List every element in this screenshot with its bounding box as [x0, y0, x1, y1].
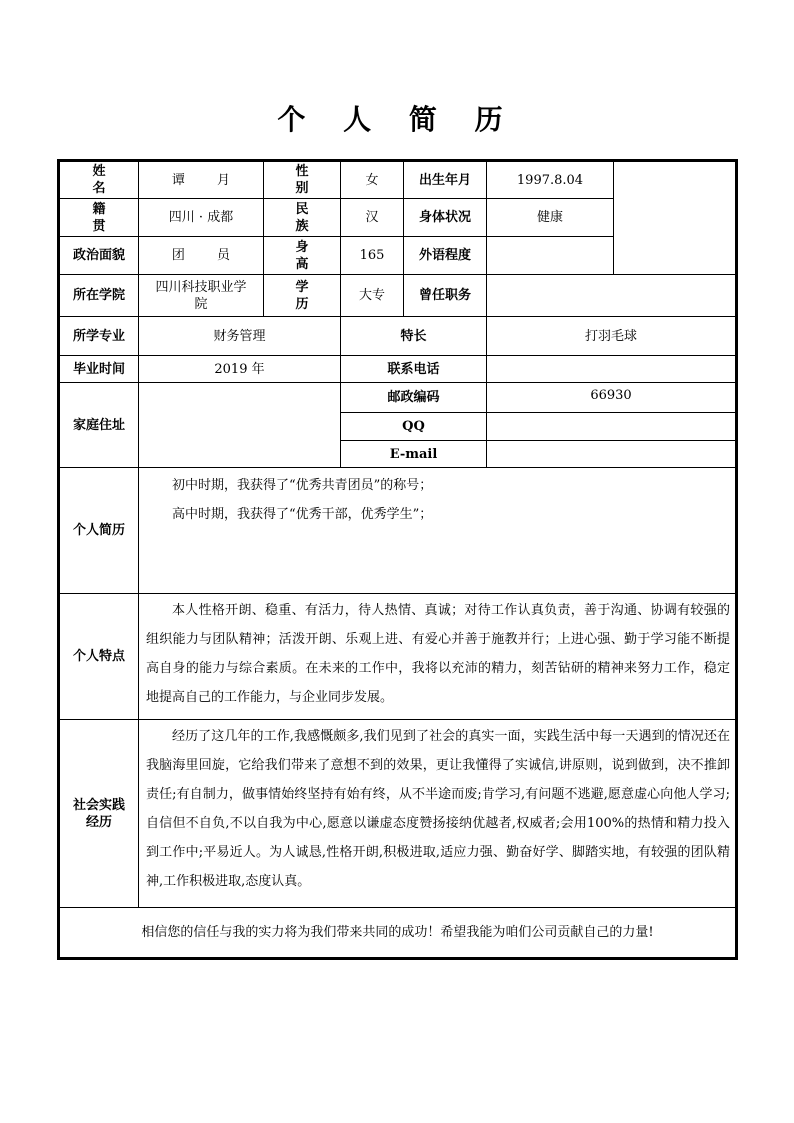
label-name: 姓 名 [59, 161, 139, 199]
closing-statement: 相信您的信任与我的实力将为我们带来共同的成功！希望我能为咱们公司贡献自己的力量! [59, 907, 736, 958]
label-health: 身体状况 [403, 198, 487, 237]
label-school: 所在学院 [59, 274, 139, 317]
label-height: 身 高 [263, 236, 341, 275]
label-phone: 联系电话 [340, 355, 487, 383]
traits-paragraph: 本人性格开朗、稳重、有活力，待人热情、真诚；对待工作认真负责，善于沟通、协调有较强的组织能力与团队精神；活泼开朗、乐观上进、有爱心并善于施教并行；上进心强、勤于学习能不断提高自身的能力与综合素质。在未来的工作中，我将以充沛的精力，刻苦钻研的精神来努力工作，稳定地提高自己的工作能力，与企业同步发展。 [146, 603, 730, 705]
label-postcode: 邮政编码 [340, 382, 487, 413]
value-language [486, 236, 614, 275]
label-practice: 社会实践经历 [59, 719, 139, 908]
value-ethnicity: 汉 [340, 198, 404, 237]
label-gender: 性 别 [263, 161, 341, 199]
label-resume: 个人简历 [59, 467, 139, 594]
label-address: 家庭住址 [59, 382, 139, 468]
label-education: 学 历 [263, 274, 341, 317]
value-origin: 四川 · 成都 [138, 198, 264, 237]
label-language: 外语程度 [403, 236, 487, 275]
label-specialty: 特长 [340, 316, 487, 356]
label-email: E-mail [340, 440, 487, 468]
value-email [486, 440, 736, 468]
label-origin: 籍 贯 [59, 198, 139, 237]
practice-paragraph: 经历了这几年的工作,我感慨颇多,我们见到了社会的真实一面，实践生活中每一天遇到的情况还在我脑海里回旋，它给我们带来了意想不到的效果，更让我懂得了实诚信,讲原则，说到做到，决不推卸责任;有自制力，做事情始终坚持有始有终，从不半途而废;肯学习,有问题不逃避,愿意虚心向他人学习;自信但不自负,不以自我为中心,愿意以谦虚态度赞扬接纳优越者,权威者;会用100%的热情和精力投入到工作中;平易近人。为人诚恳,性格开朗,积极进取,适应力强、勤奋好学、脚踏实地，有较强的团队精神,工作积极进取,态度认真。 [146, 729, 730, 889]
value-height: 165 [340, 236, 404, 275]
label-politics: 政治面貌 [59, 236, 139, 275]
value-phone [486, 355, 736, 383]
value-name: 谭 月 [138, 161, 264, 199]
label-ethnicity: 民 族 [263, 198, 341, 237]
page-title: 个 人 简 历 [277, 103, 517, 136]
label-position: 曾任职务 [403, 274, 487, 317]
value-qq [486, 412, 736, 441]
value-specialty: 打羽毛球 [486, 316, 736, 356]
resume-line: 初中时期，我获得了“优秀共青团员”的称号； [172, 478, 433, 493]
resume-text [146, 471, 730, 529]
resume-line: 高中时期，我获得了“优秀干部，优秀学生”； [172, 507, 433, 522]
label-birth: 出生年月 [403, 161, 487, 199]
value-address [138, 382, 341, 468]
value-school: 四川科技职业学院 [138, 274, 264, 317]
value-graduation: 2019 年 [138, 355, 341, 383]
label-major: 所学专业 [59, 316, 139, 356]
label-traits: 个人特点 [59, 593, 139, 720]
value-education: 大专 [340, 274, 404, 317]
value-gender: 女 [340, 161, 404, 199]
photo-box [613, 161, 736, 275]
value-position [486, 274, 736, 317]
value-health: 健康 [486, 198, 614, 237]
label-qq: QQ [340, 412, 487, 441]
value-politics: 团 员 [138, 236, 264, 275]
label-graduation: 毕业时间 [59, 355, 139, 383]
value-birth: 1997.8.04 [486, 161, 614, 199]
practice-text [146, 722, 730, 896]
traits-text [146, 596, 730, 712]
value-postcode: 66930 [486, 382, 736, 413]
value-major: 财务管理 [138, 316, 341, 356]
